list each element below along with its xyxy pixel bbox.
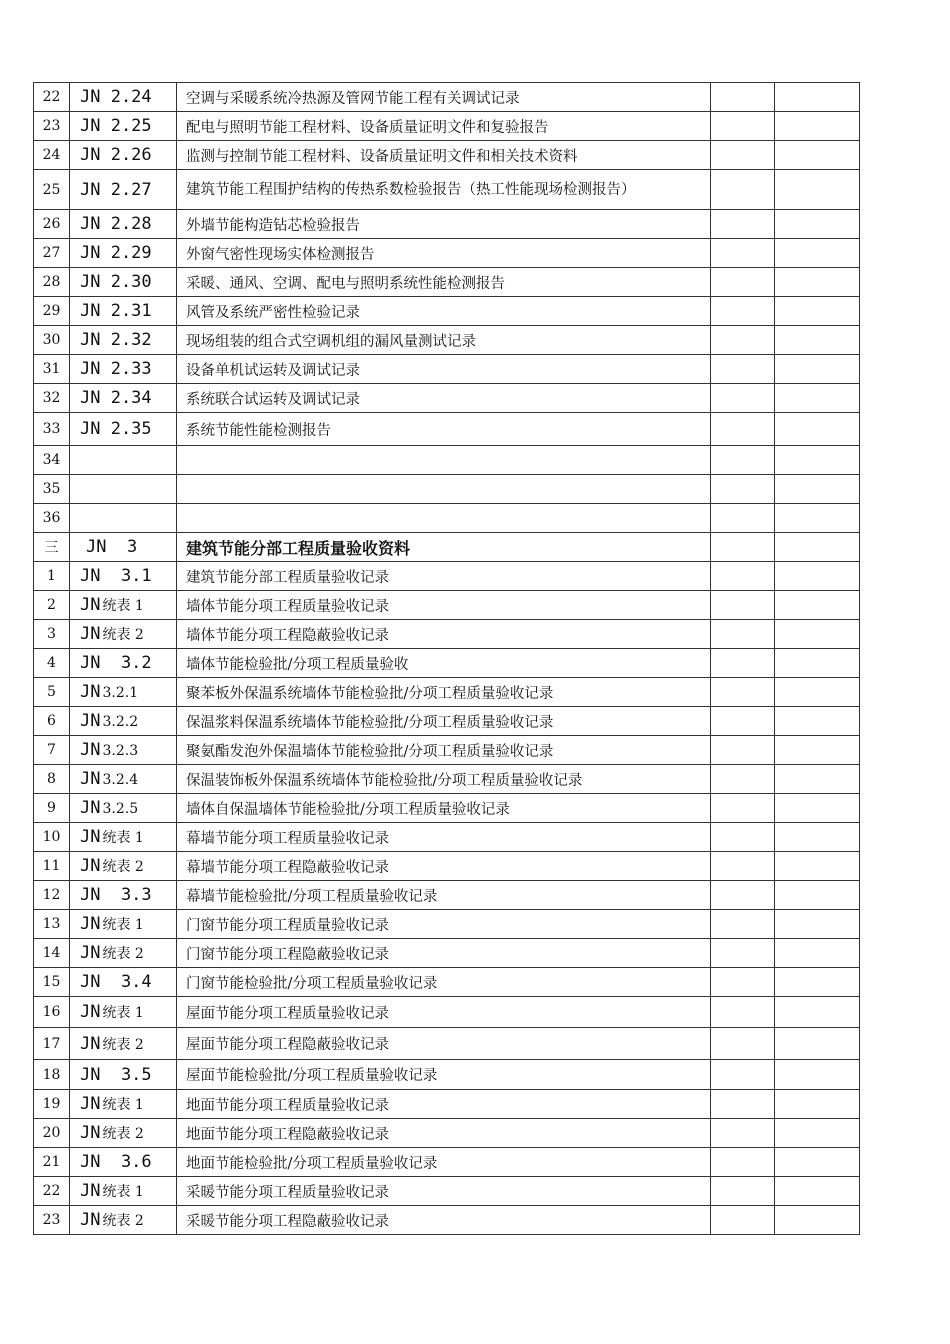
table-row: [34, 1090, 860, 1119]
row-code: [70, 210, 177, 239]
row-number: 8: [34, 765, 70, 794]
row-number: 1: [34, 562, 70, 591]
table-row: [34, 210, 860, 239]
row-number: 23: [34, 1206, 70, 1235]
row-code: [70, 1206, 177, 1235]
row-description: 系统联合试运转及调试记录: [177, 384, 711, 413]
row-code: [70, 1177, 177, 1206]
code-main: JN: [80, 711, 101, 731]
row-number: 13: [34, 910, 70, 939]
row-description: 采暖节能分项工程隐蔽验收记录: [177, 1206, 711, 1235]
empty-cell: [711, 620, 775, 649]
empty-cell: [775, 1090, 860, 1119]
empty-cell: [775, 326, 860, 355]
row-number: 三: [34, 533, 70, 562]
empty-cell: [775, 591, 860, 620]
row-number: 2: [34, 591, 70, 620]
empty-cell: [711, 591, 775, 620]
empty-cell: [775, 997, 860, 1028]
row-description: 风管及系统严密性检验记录: [177, 297, 711, 326]
code-main: JN: [80, 1181, 101, 1201]
row-code: [70, 794, 177, 823]
row-number: 33: [34, 413, 70, 446]
table-row: [34, 83, 860, 112]
code-suffix: 统表 1: [102, 1005, 144, 1021]
empty-cell: [775, 112, 860, 141]
empty-cell: [711, 141, 775, 170]
table-row: [34, 1119, 860, 1148]
code-main: JN 3.6: [80, 1152, 152, 1172]
row-code: [70, 736, 177, 765]
code-main: JN 2.29: [80, 243, 152, 263]
empty-cell: [775, 446, 860, 475]
row-code: [70, 141, 177, 170]
code-suffix: 统表 2: [102, 1036, 144, 1053]
code-main: JN: [80, 595, 101, 615]
row-code: [70, 823, 177, 852]
row-code: [70, 620, 177, 649]
code-main: JN 2.24: [80, 87, 152, 107]
row-number: 4: [34, 649, 70, 678]
code-suffix: 统表 2: [102, 1213, 144, 1229]
table-row: [34, 881, 860, 910]
row-number: 23: [34, 112, 70, 141]
row-code: [70, 239, 177, 268]
empty-cell: [775, 268, 860, 297]
table-row: [34, 997, 860, 1028]
row-number: 24: [34, 141, 70, 170]
empty-cell: [775, 765, 860, 794]
table-row: [34, 736, 860, 765]
row-code: [70, 1119, 177, 1148]
row-description: 地面节能检验批/分项工程质量验收记录: [177, 1148, 711, 1177]
empty-cell: [711, 112, 775, 141]
row-number: 29: [34, 297, 70, 326]
code-main: JN 3.3: [80, 885, 152, 905]
empty-cell: [711, 1206, 775, 1235]
table-row: [34, 765, 860, 794]
row-number: 5: [34, 678, 70, 707]
code-main: JN 2.33: [80, 359, 152, 379]
empty-cell: [711, 475, 775, 504]
row-number: 28: [34, 268, 70, 297]
empty-cell: [711, 1028, 775, 1060]
row-description: [177, 475, 711, 504]
row-number: 19: [34, 1090, 70, 1119]
row-number: 20: [34, 1119, 70, 1148]
code-suffix: 统表 1: [102, 830, 144, 846]
code-main: JN: [80, 1210, 101, 1230]
table-row: [34, 968, 860, 997]
row-code: [70, 1148, 177, 1177]
row-code: [70, 765, 177, 794]
empty-cell: [775, 83, 860, 112]
code-main: JN 2.25: [80, 116, 152, 136]
row-number: 3: [34, 620, 70, 649]
code-main: JN 2.26: [80, 145, 152, 165]
empty-cell: [775, 384, 860, 413]
empty-cell: [775, 1148, 860, 1177]
empty-cell: [775, 170, 860, 210]
table-row: [34, 852, 860, 881]
code-main: JN 2.31: [80, 301, 152, 321]
table-row: [34, 413, 860, 446]
code-main: JN 3.2: [80, 653, 152, 673]
code-suffix: 统表 1: [102, 1097, 144, 1113]
table-row: [34, 1206, 860, 1235]
table-row: [34, 910, 860, 939]
row-number: 26: [34, 210, 70, 239]
empty-cell: [711, 533, 775, 562]
row-code: [70, 170, 177, 210]
empty-cell: [775, 1119, 860, 1148]
code-main: JN: [80, 914, 101, 934]
row-code: [70, 591, 177, 620]
empty-cell: [775, 881, 860, 910]
empty-cell: [711, 297, 775, 326]
code-main: JN: [80, 1033, 101, 1054]
empty-cell: [711, 1060, 775, 1090]
table-row: [34, 678, 860, 707]
empty-cell: [775, 1177, 860, 1206]
empty-cell: [711, 1119, 775, 1148]
empty-cell: [775, 968, 860, 997]
row-code: [70, 881, 177, 910]
table-row: [34, 1177, 860, 1206]
row-description: 屋面节能检验批/分项工程质量验收记录: [177, 1060, 711, 1090]
row-description: 屋面节能分项工程质量验收记录: [177, 997, 711, 1028]
empty-cell: [775, 297, 860, 326]
row-number: 16: [34, 997, 70, 1028]
row-code: [70, 678, 177, 707]
table-row: [34, 239, 860, 268]
row-number: 6: [34, 707, 70, 736]
empty-cell: [711, 170, 775, 210]
code-main: JN 2.30: [80, 272, 152, 292]
row-code: [70, 504, 177, 533]
table-row: [34, 707, 860, 736]
table-row: [34, 141, 860, 170]
table-row: [34, 475, 860, 504]
table-row: [34, 355, 860, 384]
empty-cell: [775, 1028, 860, 1060]
table-row: [34, 1028, 860, 1060]
row-number: 10: [34, 823, 70, 852]
row-description: 配电与照明节能工程材料、设备质量证明文件和复验报告: [177, 112, 711, 141]
row-number: 32: [34, 384, 70, 413]
table-row: [34, 446, 860, 475]
document-table: [33, 82, 860, 1235]
empty-cell: [711, 355, 775, 384]
row-description: 幕墙节能检验批/分项工程质量验收记录: [177, 881, 711, 910]
empty-cell: [711, 707, 775, 736]
code-suffix: 统表 1: [102, 917, 144, 933]
row-description: 建筑节能分部工程质量验收资料: [177, 533, 711, 562]
empty-cell: [775, 239, 860, 268]
code-main: JN: [80, 1002, 101, 1022]
empty-cell: [711, 881, 775, 910]
table-row: [34, 794, 860, 823]
row-code: [70, 326, 177, 355]
code-suffix: 3.2.3: [102, 743, 139, 759]
table-row: [34, 562, 860, 591]
code-main: JN 3.1: [80, 566, 152, 586]
row-description: 建筑节能分部工程质量验收记录: [177, 562, 711, 591]
row-description: 系统节能性能检测报告: [177, 413, 711, 446]
row-number: 27: [34, 239, 70, 268]
code-main: JN: [80, 1123, 101, 1143]
row-description: 地面节能分项工程隐蔽验收记录: [177, 1119, 711, 1148]
row-code: [70, 968, 177, 997]
row-code: [70, 533, 177, 562]
row-description: 地面节能分项工程质量验收记录: [177, 1090, 711, 1119]
code-main: JN 3: [86, 537, 138, 557]
empty-cell: [711, 326, 775, 355]
row-number: 7: [34, 736, 70, 765]
row-number: 12: [34, 881, 70, 910]
empty-cell: [775, 910, 860, 939]
row-description: 门窗节能分项工程隐蔽验收记录: [177, 939, 711, 968]
row-code: [70, 707, 177, 736]
empty-cell: [711, 678, 775, 707]
row-description: 监测与控制节能工程材料、设备质量证明文件和相关技术资料: [177, 141, 711, 170]
row-description: 墙体节能分项工程隐蔽验收记录: [177, 620, 711, 649]
code-suffix: 3.2.4: [102, 772, 139, 788]
row-code: [70, 83, 177, 112]
table-body: [34, 83, 860, 1235]
row-code: [70, 852, 177, 881]
empty-cell: [775, 794, 860, 823]
empty-cell: [711, 852, 775, 881]
empty-cell: [711, 504, 775, 533]
row-description: 采暖、通风、空调、配电与照明系统性能检测报告: [177, 268, 711, 297]
code-suffix: 统表 2: [102, 627, 144, 643]
empty-cell: [711, 794, 775, 823]
row-description: 设备单机试运转及调试记录: [177, 355, 711, 384]
code-main: JN 3.4: [80, 972, 152, 992]
row-code: [70, 268, 177, 297]
empty-cell: [775, 649, 860, 678]
table-row: [34, 823, 860, 852]
row-number: 14: [34, 939, 70, 968]
empty-cell: [711, 765, 775, 794]
code-main: JN: [80, 943, 101, 963]
code-main: JN 3.5: [80, 1064, 152, 1085]
table-row: [34, 1148, 860, 1177]
empty-cell: [711, 413, 775, 446]
row-number: 31: [34, 355, 70, 384]
empty-cell: [775, 1060, 860, 1090]
empty-cell: [711, 210, 775, 239]
empty-cell: [775, 1206, 860, 1235]
empty-cell: [775, 678, 860, 707]
table-row: [34, 112, 860, 141]
empty-cell: [775, 210, 860, 239]
row-description: 外窗气密性现场实体检测报告: [177, 239, 711, 268]
table-row: [34, 620, 860, 649]
row-description: 空调与采暖系统冷热源及管网节能工程有关调试记录: [177, 83, 711, 112]
table-row: [34, 170, 860, 210]
row-number: 21: [34, 1148, 70, 1177]
table-row: [34, 649, 860, 678]
code-suffix: 统表 2: [102, 859, 144, 875]
code-main: JN: [80, 1094, 101, 1114]
row-description: 聚苯板外保温系统墙体节能检验批/分项工程质量验收记录: [177, 678, 711, 707]
row-description: 保温装饰板外保温系统墙体节能检验批/分项工程质量验收记录: [177, 765, 711, 794]
empty-cell: [775, 141, 860, 170]
row-code: [70, 475, 177, 504]
row-number: 18: [34, 1060, 70, 1090]
table-row: [34, 504, 860, 533]
empty-cell: [775, 355, 860, 384]
row-number: 17: [34, 1028, 70, 1060]
empty-cell: [775, 823, 860, 852]
row-number: 22: [34, 83, 70, 112]
empty-cell: [775, 620, 860, 649]
code-suffix: 统表 2: [102, 1126, 144, 1142]
row-number: 9: [34, 794, 70, 823]
row-description: 墙体节能检验批/分项工程质量验收: [177, 649, 711, 678]
empty-cell: [711, 1177, 775, 1206]
row-code: [70, 1060, 177, 1090]
code-suffix: 统表 1: [102, 1184, 144, 1200]
empty-cell: [711, 1090, 775, 1119]
table-row: [34, 326, 860, 355]
row-description: [177, 446, 711, 475]
row-number: 25: [34, 170, 70, 210]
row-code: [70, 446, 177, 475]
code-main: JN: [80, 769, 101, 789]
table-row: [34, 384, 860, 413]
row-code: [70, 910, 177, 939]
row-code: [70, 297, 177, 326]
row-description: [177, 504, 711, 533]
empty-cell: [775, 852, 860, 881]
row-code: [70, 1090, 177, 1119]
empty-cell: [775, 562, 860, 591]
code-main: JN: [80, 856, 101, 876]
row-code: [70, 1028, 177, 1060]
row-code: [70, 562, 177, 591]
empty-cell: [711, 239, 775, 268]
empty-cell: [711, 649, 775, 678]
row-description: 门窗节能分项工程质量验收记录: [177, 910, 711, 939]
row-description: 聚氨酯发泡外保温墙体节能检验批/分项工程质量验收记录: [177, 736, 711, 765]
row-number: 35: [34, 475, 70, 504]
code-suffix: 3.2.5: [102, 801, 139, 817]
row-description: 门窗节能检验批/分项工程质量验收记录: [177, 968, 711, 997]
empty-cell: [711, 562, 775, 591]
empty-cell: [711, 83, 775, 112]
row-code: [70, 939, 177, 968]
row-code: [70, 649, 177, 678]
empty-cell: [711, 910, 775, 939]
empty-cell: [711, 1148, 775, 1177]
code-main: JN: [80, 798, 101, 818]
row-description: 采暖节能分项工程质量验收记录: [177, 1177, 711, 1206]
empty-cell: [711, 384, 775, 413]
empty-cell: [711, 446, 775, 475]
table-row: [34, 1060, 860, 1090]
code-suffix: 3.2.1: [102, 685, 139, 701]
row-description: 幕墙节能分项工程质量验收记录: [177, 823, 711, 852]
code-suffix: 统表 2: [102, 946, 144, 962]
empty-cell: [711, 997, 775, 1028]
empty-cell: [775, 707, 860, 736]
code-main: JN 2.32: [80, 330, 152, 350]
table-row: [34, 939, 860, 968]
row-code: [70, 413, 177, 446]
row-code: [70, 997, 177, 1028]
table-row: [34, 297, 860, 326]
row-number: 30: [34, 326, 70, 355]
empty-cell: [775, 504, 860, 533]
row-description: 屋面节能分项工程隐蔽验收记录: [177, 1028, 711, 1060]
row-number: 36: [34, 504, 70, 533]
empty-cell: [775, 475, 860, 504]
row-number: 11: [34, 852, 70, 881]
empty-cell: [775, 533, 860, 562]
row-description: 墙体自保温墙体节能检验批/分项工程质量验收记录: [177, 794, 711, 823]
empty-cell: [711, 823, 775, 852]
code-main: JN 2.27: [80, 179, 152, 200]
row-description: 墙体节能分项工程质量验收记录: [177, 591, 711, 620]
row-number: 22: [34, 1177, 70, 1206]
empty-cell: [775, 939, 860, 968]
row-description: 建筑节能工程围护结构的传热系数检验报告（热工性能现场检测报告）: [177, 170, 711, 210]
code-main: JN 2.34: [80, 388, 152, 408]
code-suffix: 3.2.2: [102, 714, 139, 730]
row-number: 34: [34, 446, 70, 475]
code-main: JN: [80, 740, 101, 760]
code-main: JN 2.28: [80, 214, 152, 234]
row-description: 现场组装的组合式空调机组的漏风量测试记录: [177, 326, 711, 355]
row-description: 外墙节能构造钻芯检验报告: [177, 210, 711, 239]
empty-cell: [711, 268, 775, 297]
row-number: 15: [34, 968, 70, 997]
table-row: [34, 268, 860, 297]
empty-cell: [775, 413, 860, 446]
table-row: [34, 533, 860, 562]
empty-cell: [711, 939, 775, 968]
code-main: JN: [80, 682, 101, 702]
row-description: 幕墙节能分项工程隐蔽验收记录: [177, 852, 711, 881]
row-code: [70, 112, 177, 141]
empty-cell: [711, 736, 775, 765]
table-row: [34, 591, 860, 620]
empty-cell: [775, 736, 860, 765]
row-code: [70, 355, 177, 384]
code-main: JN 2.35: [80, 419, 152, 439]
empty-cell: [711, 968, 775, 997]
code-main: JN: [80, 624, 101, 644]
code-main: JN: [80, 827, 101, 847]
code-suffix: 统表 1: [102, 598, 144, 614]
row-code: [70, 384, 177, 413]
row-description: 保温浆料保温系统墙体节能检验批/分项工程质量验收记录: [177, 707, 711, 736]
